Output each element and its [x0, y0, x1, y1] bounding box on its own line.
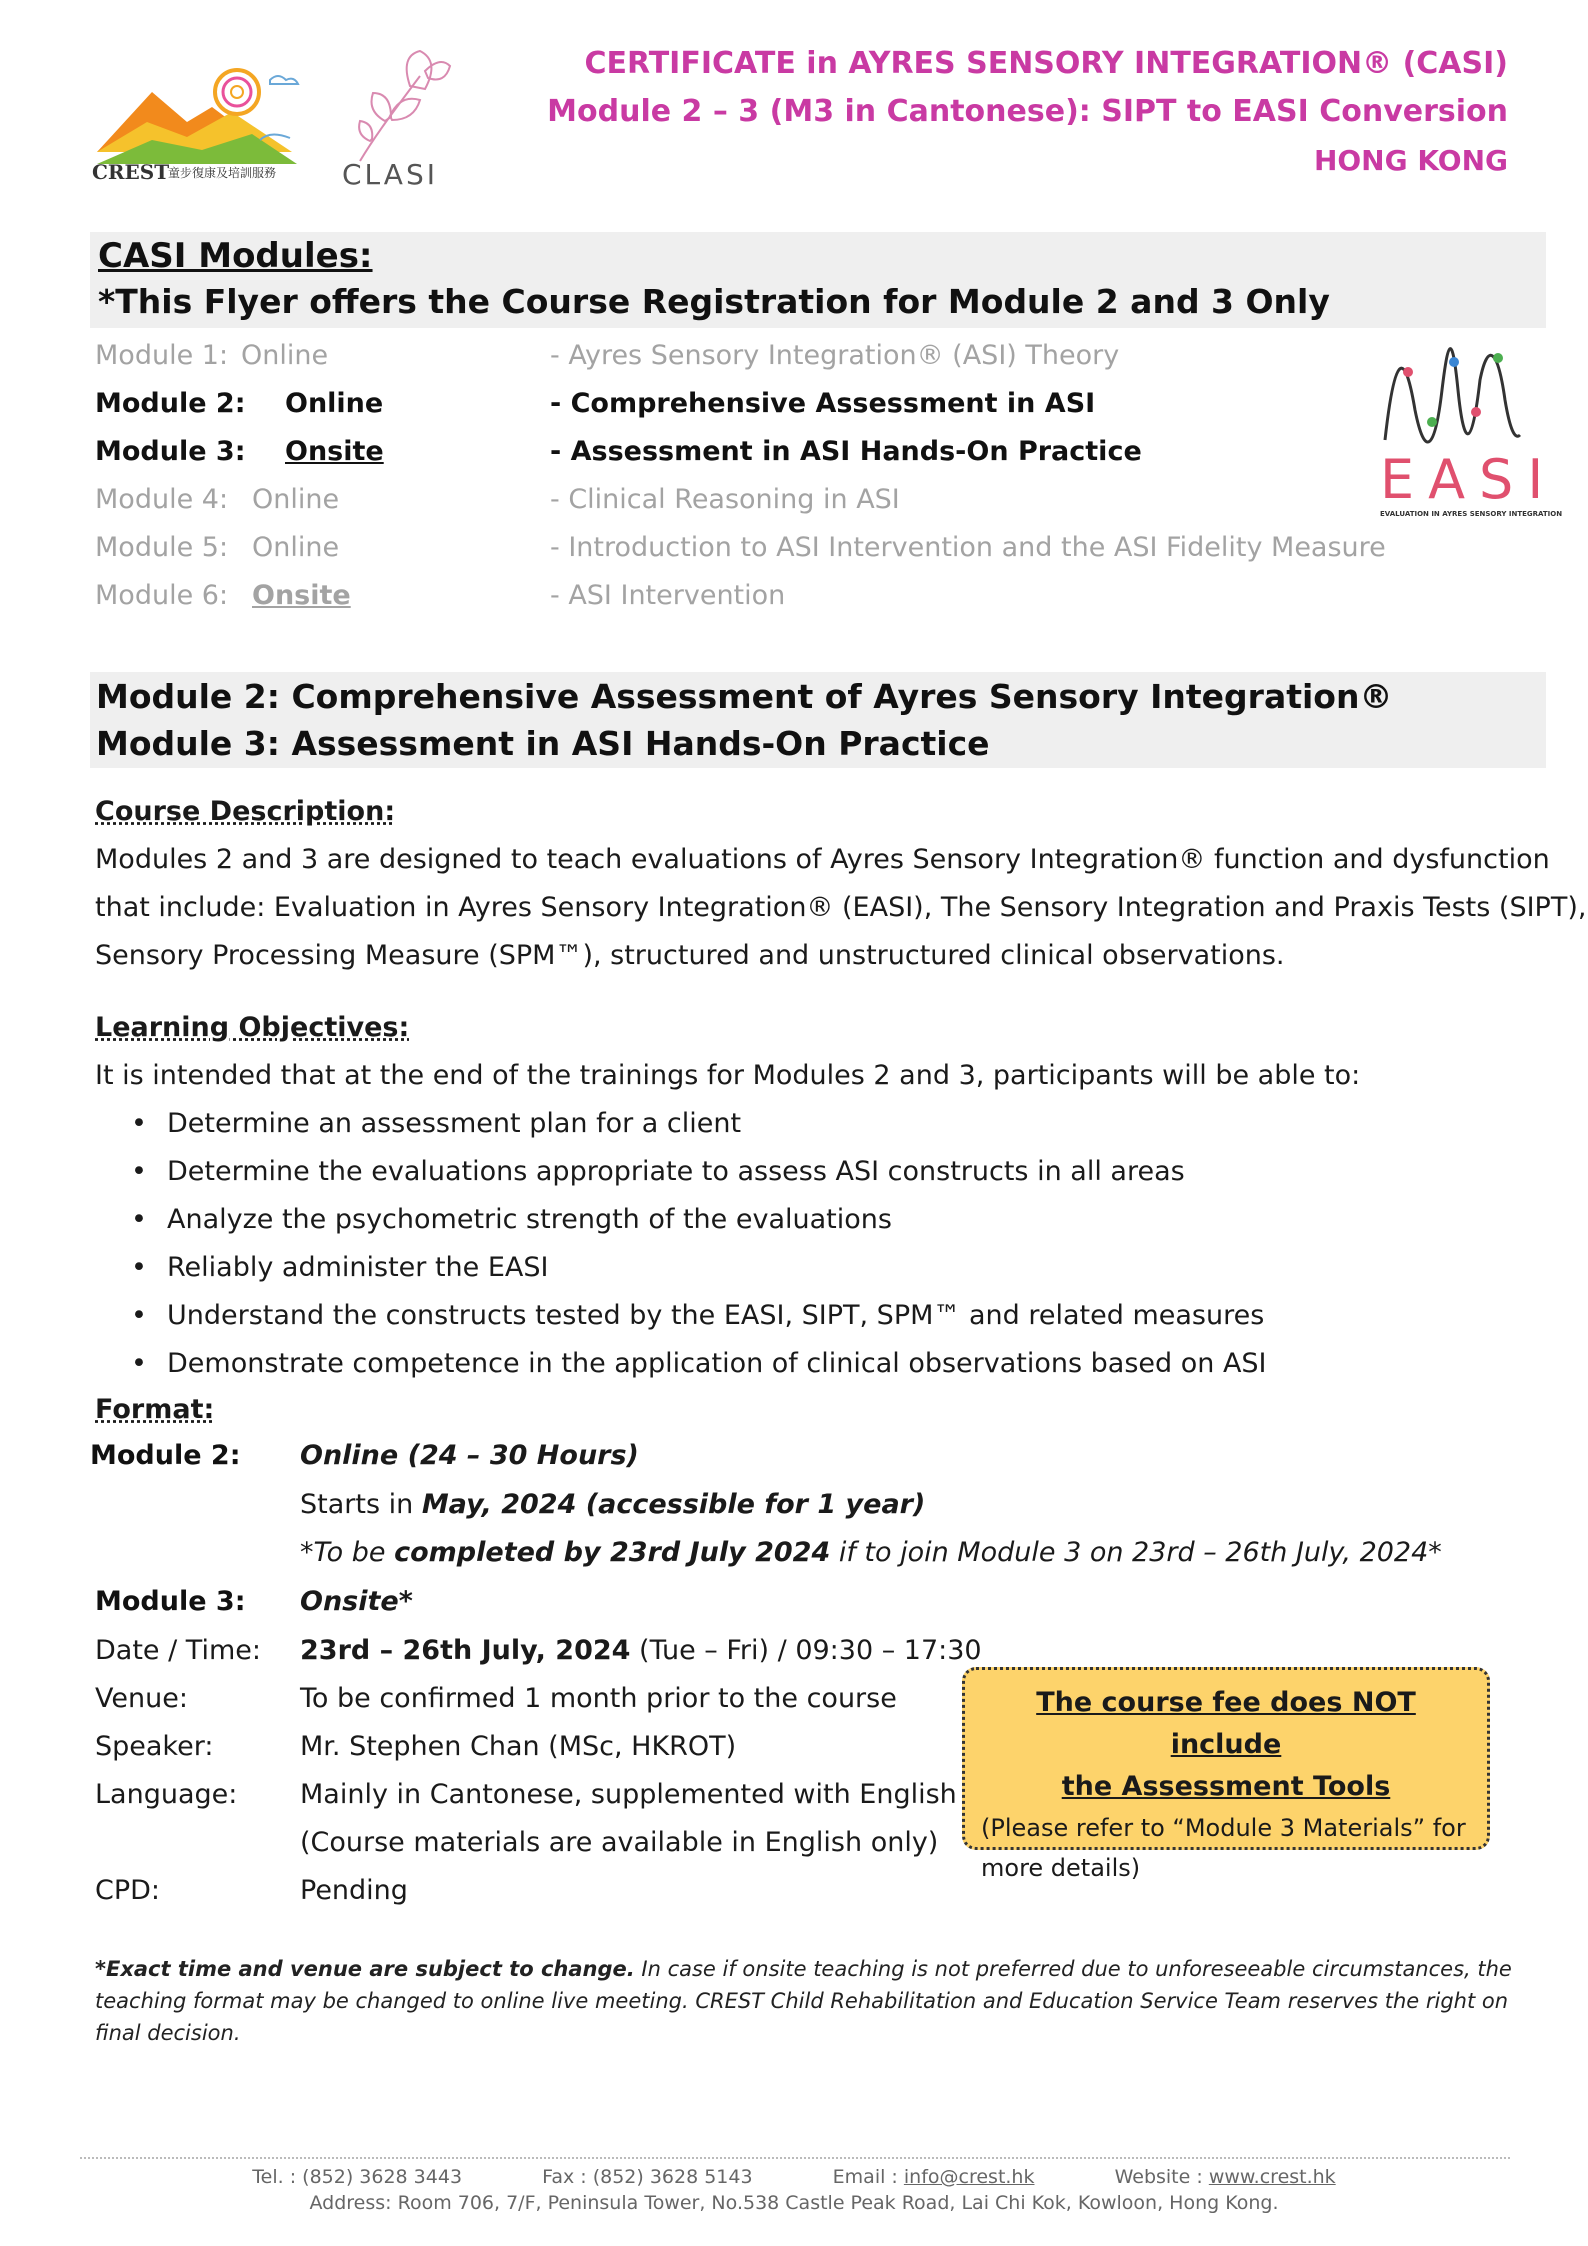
- format-module2-note: [300, 1537, 1442, 1568]
- crest-logo: [92, 52, 332, 187]
- course-description-section: [95, 788, 1587, 980]
- detail-value-bold: 23rd – 26th July, 2024: [300, 1635, 631, 1666]
- objective-item: [95, 1244, 1555, 1292]
- objective-item: [95, 1100, 1555, 1148]
- module-description: - Ayres Sensory Integration® (ASI) Theory: [550, 340, 1120, 371]
- footer-divider: [80, 2157, 1510, 2159]
- module-label: Module 1:: [95, 340, 229, 371]
- footer-email-label: Email :: [832, 2166, 904, 2188]
- crest-logo-chinese: 童步復康及培訓服務: [168, 166, 277, 180]
- crest-logo-text: CREST: [92, 160, 170, 184]
- magnolia-flower-icon: [330, 46, 470, 166]
- detail-value-text: Pending: [300, 1875, 408, 1906]
- format-module3-label: Module 3:: [95, 1586, 246, 1617]
- bullet-icon: •: [131, 1108, 147, 1139]
- objective-item: [95, 1292, 1555, 1340]
- course-title-band: [90, 672, 1546, 768]
- detail-label: Venue:: [95, 1683, 188, 1714]
- objectives-list: [95, 1100, 1555, 1388]
- detail-label: Speaker:: [95, 1731, 214, 1762]
- casi-modules-band: [90, 232, 1546, 328]
- footer-email-link[interactable]: info@crest.hk: [903, 2166, 1035, 2188]
- module-description: - Comprehensive Assessment in ASI: [550, 388, 1096, 419]
- detail-value-text: Mainly in Cantonese, supplemented with English: [300, 1779, 957, 1810]
- course-location: HONG KONG: [1313, 144, 1508, 177]
- detail-value-text: To be confirmed 1 month prior to the course: [300, 1683, 897, 1714]
- disclaimer-bold: *Exact time and venue are subject to change.: [95, 1957, 635, 1981]
- objective-text: Analyze the psychometric strength of the evaluations: [167, 1204, 892, 1235]
- clasi-logo: [330, 46, 470, 191]
- detail-label: Language:: [95, 1779, 238, 1810]
- disclaimer-text: In case if onsite teaching is not preferred due to unforeseeable circumstances, the teaching format may be changed to online live meeting. CREST Child Rehabilitation and Education Service Team reserves the right on final decision.: [95, 1957, 1512, 2045]
- bullet-icon: •: [131, 1204, 147, 1235]
- objective-text: Reliably administer the EASI: [167, 1252, 549, 1283]
- module-description: - Assessment in ASI Hands-On Practice: [550, 436, 1142, 467]
- detail-value: [300, 1683, 897, 1714]
- module-mode: Onsite: [252, 580, 351, 611]
- footer-website-label: Website :: [1114, 2166, 1209, 2188]
- module-label: Module 5:: [95, 532, 229, 563]
- footer-address: Address: Room 706, 7/F, Peninsula Tower, No.538 Castle Peak Road, Lai Chi Kok, Kowloon, Hong Kong.: [309, 2192, 1279, 2214]
- notice-sub-line1: (Please refer to “Module 3 Materials” for: [981, 1814, 1466, 1842]
- course-description-heading: Course Description:: [95, 796, 396, 827]
- assessment-tools-notice: [962, 1667, 1490, 1882]
- footer-tel: Tel. : (852) 3628 3443: [252, 2166, 463, 2188]
- format-module2-label: Module 2:: [90, 1440, 241, 1471]
- format-module2-mode: Online (24 – 30 Hours): [300, 1440, 639, 1471]
- format-module2-note-c: if to join Module 3 on 23rd – 26th July, 2024*: [830, 1537, 1442, 1568]
- objectives-intro: It is intended that at the end of the trainings for Modules 2 and 3, participants will be able to:: [95, 1060, 1361, 1091]
- module3-title: Module 3: Assessment in ASI Hands-On Practice: [96, 724, 990, 763]
- format-module2-start: [300, 1489, 925, 1520]
- detail-value-text: (Course materials are available in English only): [300, 1827, 939, 1858]
- easi-logo-text: EASI: [1380, 448, 1558, 511]
- module-description: - Clinical Reasoning in ASI: [550, 484, 900, 515]
- module2-title: Module 2: Comprehensive Assessment of Ayres Sensory Integration®: [96, 677, 1393, 716]
- objective-item: [95, 1340, 1555, 1388]
- module-mode: Online: [285, 388, 384, 419]
- easi-logo: [1380, 330, 1563, 520]
- notice-sub-line2: more details): [981, 1854, 1141, 1882]
- detail-label: Date / Time:: [95, 1635, 261, 1666]
- module-description: - ASI Intervention: [550, 580, 786, 611]
- bullet-icon: •: [131, 1252, 147, 1283]
- detail-label: CPD:: [95, 1875, 161, 1906]
- course-subtitle: Module 2 – 3 (M3 in Cantonese): SIPT to EASI Conversion: [547, 94, 1508, 129]
- casi-modules-heading: CASI Modules:: [98, 236, 373, 276]
- format-module2-note-a: *To be: [300, 1537, 395, 1568]
- module-label: Module 2:: [95, 388, 246, 419]
- objective-text: Determine the evaluations appropriate to assess ASI constructs in all areas: [167, 1156, 1185, 1187]
- objective-text: Understand the constructs tested by the EASI, SIPT, SPM™ and related measures: [167, 1300, 1265, 1331]
- bullet-icon: •: [131, 1156, 147, 1187]
- footer-fax: Fax : (852) 3628 5143: [542, 2166, 753, 2188]
- disclaimer: [95, 1953, 1515, 2049]
- learning-objectives-heading: Learning Objectives:: [95, 1012, 410, 1043]
- footer-website-link[interactable]: www.crest.hk: [1208, 2166, 1336, 2188]
- notice-heading-line2: the Assessment Tools: [1061, 1771, 1391, 1802]
- module-label: Module 4:: [95, 484, 229, 515]
- detail-value: [300, 1827, 938, 1858]
- detail-value: [300, 1779, 957, 1810]
- bullet-icon: •: [131, 1348, 147, 1379]
- module-mode: Online: [241, 340, 329, 371]
- objective-item: [95, 1196, 1555, 1244]
- notice-heading-line1: The course fee does NOT include: [1036, 1687, 1416, 1760]
- flyer-note-heading: *This Flyer offers the Course Registration for Module 2 and 3 Only: [98, 282, 1330, 321]
- module-mode: Online: [252, 532, 340, 563]
- easi-logo-subtitle: EVALUATION IN AYRES SENSORY INTEGRATION: [1380, 510, 1563, 518]
- module-label: Module 3:: [95, 436, 246, 467]
- format-module2-note-b: completed by 23rd July 2024: [394, 1537, 831, 1568]
- format-module3-mode: Onsite*: [300, 1586, 413, 1617]
- bullet-icon: •: [131, 1300, 147, 1331]
- detail-value-text: (Tue – Fri) / 09:30 – 17:30: [630, 1635, 982, 1666]
- description-line: Sensory Processing Measure (SPM™), structured and unstructured clinical observations.: [95, 940, 1285, 971]
- format-heading: Format:: [95, 1394, 215, 1425]
- module-mode: Onsite: [285, 436, 384, 467]
- detail-value: [300, 1731, 736, 1762]
- course-title: CERTIFICATE in AYRES SENSORY INTEGRATION® (CASI): [584, 46, 1508, 81]
- format-module2-start-prefix: Starts in: [300, 1489, 422, 1520]
- clasi-logo-text: CLASI: [342, 158, 438, 191]
- detail-value: [300, 1635, 982, 1666]
- description-line: that include: Evaluation in Ayres Sensory Integration® (EASI), The Sensory Integration and Praxis Tests (SIPT),: [95, 892, 1587, 923]
- learning-objectives-section: [95, 1004, 1555, 1388]
- detail-value-text: Mr. Stephen Chan (MSc, HKROT): [300, 1731, 737, 1762]
- footer-contacts: [0, 2166, 1588, 2188]
- detail-value: [300, 1875, 408, 1906]
- description-line: Modules 2 and 3 are designed to teach evaluations of Ayres Sensory Integration® function and dysfunction: [95, 844, 1550, 875]
- module-label: Module 6:: [95, 580, 229, 611]
- module-description: - Introduction to ASI Intervention and the ASI Fidelity Measure: [550, 532, 1386, 563]
- objective-item: [95, 1148, 1555, 1196]
- format-module2-start-date: May, 2024 (accessible for 1 year): [421, 1489, 926, 1520]
- objective-text: Demonstrate competence in the application of clinical observations based on ASI: [167, 1348, 1267, 1379]
- module-mode: Online: [252, 484, 340, 515]
- easi-wave-icon: [1380, 330, 1525, 450]
- objective-text: Determine an assessment plan for a client: [167, 1108, 742, 1139]
